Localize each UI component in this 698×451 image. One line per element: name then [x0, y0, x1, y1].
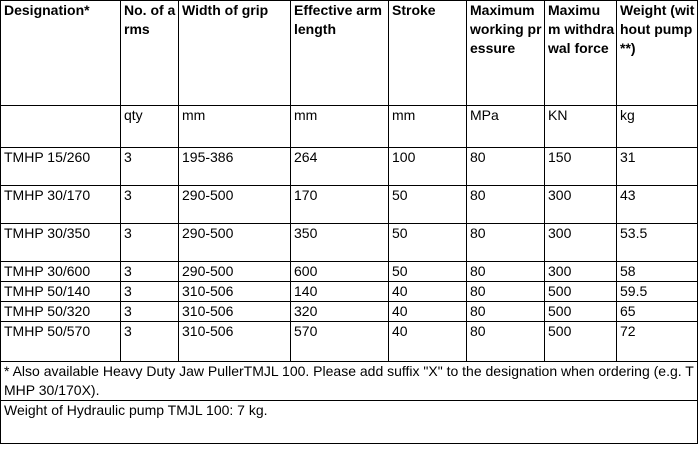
- table-cell: 500: [545, 302, 617, 322]
- table-cell: 310-506: [179, 322, 291, 362]
- table-row: [1, 148, 698, 186]
- table-cell: 80: [467, 322, 545, 362]
- table-cell: 80: [467, 148, 545, 186]
- table-cell: 570: [291, 322, 389, 362]
- table-row: [1, 262, 698, 282]
- table-cell: 80: [467, 282, 545, 302]
- header-stroke: Stroke: [389, 1, 467, 106]
- table-row: [1, 282, 698, 302]
- unit-cell: kg: [617, 106, 698, 148]
- unit-cell: KN: [545, 106, 617, 148]
- header-no-of-arms: No. of arms: [121, 1, 179, 106]
- designation-cell: TMHP 50/140: [1, 282, 121, 302]
- table-cell: 300: [545, 224, 617, 262]
- designation-cell: TMHP 15/260: [1, 148, 121, 186]
- table-cell: 3: [121, 262, 179, 282]
- table-cell: 31: [617, 148, 698, 186]
- table-cell: 3: [121, 282, 179, 302]
- table-cell: 290-500: [179, 186, 291, 224]
- table-cell: 100: [389, 148, 467, 186]
- table-row: [1, 302, 698, 322]
- header-width-of-grip: Width of grip: [179, 1, 291, 106]
- unit-cell: qty: [121, 106, 179, 148]
- designation-cell: TMHP 50/320: [1, 302, 121, 322]
- table-cell: 3: [121, 148, 179, 186]
- table-cell: 3: [121, 302, 179, 322]
- unit-cell: MPa: [467, 106, 545, 148]
- table-cell: 58: [617, 262, 698, 282]
- table-cell: 600: [291, 262, 389, 282]
- header-max-withdrawal-force: Maximu m withdra wal force: [545, 1, 617, 106]
- table-cell: 80: [467, 186, 545, 224]
- table-cell: 310-506: [179, 282, 291, 302]
- table-cell: 140: [291, 282, 389, 302]
- table-cell: 290-500: [179, 224, 291, 262]
- table-cell: 40: [389, 282, 467, 302]
- table-cell: 40: [389, 302, 467, 322]
- table-row: [1, 322, 698, 362]
- footnote-heavy-duty: * Also available Heavy Duty Jaw PullerTMJL 100. Please add suffix "X" to the designation when ordering (e.g. TMHP 30/170X).: [1, 362, 698, 401]
- header-effective-arm-length: Effective arm length: [291, 1, 389, 106]
- table-cell: 59.5: [617, 282, 698, 302]
- header-row: [1, 1, 698, 106]
- footnote-pump-weight: Weight of Hydraulic pump TMJL 100: 7 kg.: [1, 401, 698, 444]
- table-cell: 350: [291, 224, 389, 262]
- header-max-working-pressure: Maximum working pressure: [467, 1, 545, 106]
- table-cell: 300: [545, 186, 617, 224]
- table-cell: 3: [121, 186, 179, 224]
- header-weight: Weight (without pump **): [617, 1, 698, 106]
- unit-cell: mm: [389, 106, 467, 148]
- designation-cell: TMHP 30/350: [1, 224, 121, 262]
- designation-cell: TMHP 30/170: [1, 186, 121, 224]
- designation-cell: TMHP 30/600: [1, 262, 121, 282]
- table-cell: 264: [291, 148, 389, 186]
- table-cell: 50: [389, 186, 467, 224]
- table-cell: 3: [121, 224, 179, 262]
- table-row: [1, 224, 698, 262]
- table-cell: 170: [291, 186, 389, 224]
- table-cell: 150: [545, 148, 617, 186]
- footnote-row: [1, 362, 698, 401]
- table-cell: 290-500: [179, 262, 291, 282]
- table-cell: 80: [467, 224, 545, 262]
- table-cell: 80: [467, 262, 545, 282]
- table-cell: 500: [545, 322, 617, 362]
- table-cell: 50: [389, 224, 467, 262]
- table-cell: 320: [291, 302, 389, 322]
- unit-cell: [1, 106, 121, 148]
- table-cell: 40: [389, 322, 467, 362]
- table-cell: 500: [545, 282, 617, 302]
- unit-cell: mm: [291, 106, 389, 148]
- table-cell: 50: [389, 262, 467, 282]
- footnote-row: [1, 401, 698, 444]
- table-cell: 3: [121, 322, 179, 362]
- table-cell: 310-506: [179, 302, 291, 322]
- table-cell: 65: [617, 302, 698, 322]
- header-designation: Designation*: [1, 1, 121, 106]
- unit-cell: mm: [179, 106, 291, 148]
- table-cell: 300: [545, 262, 617, 282]
- table-cell: 195-386: [179, 148, 291, 186]
- table-cell: 80: [467, 302, 545, 322]
- table-row: [1, 186, 698, 224]
- designation-cell: TMHP 50/570: [1, 322, 121, 362]
- table-cell: 53.5: [617, 224, 698, 262]
- units-row: [1, 106, 698, 148]
- table-cell: 43: [617, 186, 698, 224]
- table-cell: 72: [617, 322, 698, 362]
